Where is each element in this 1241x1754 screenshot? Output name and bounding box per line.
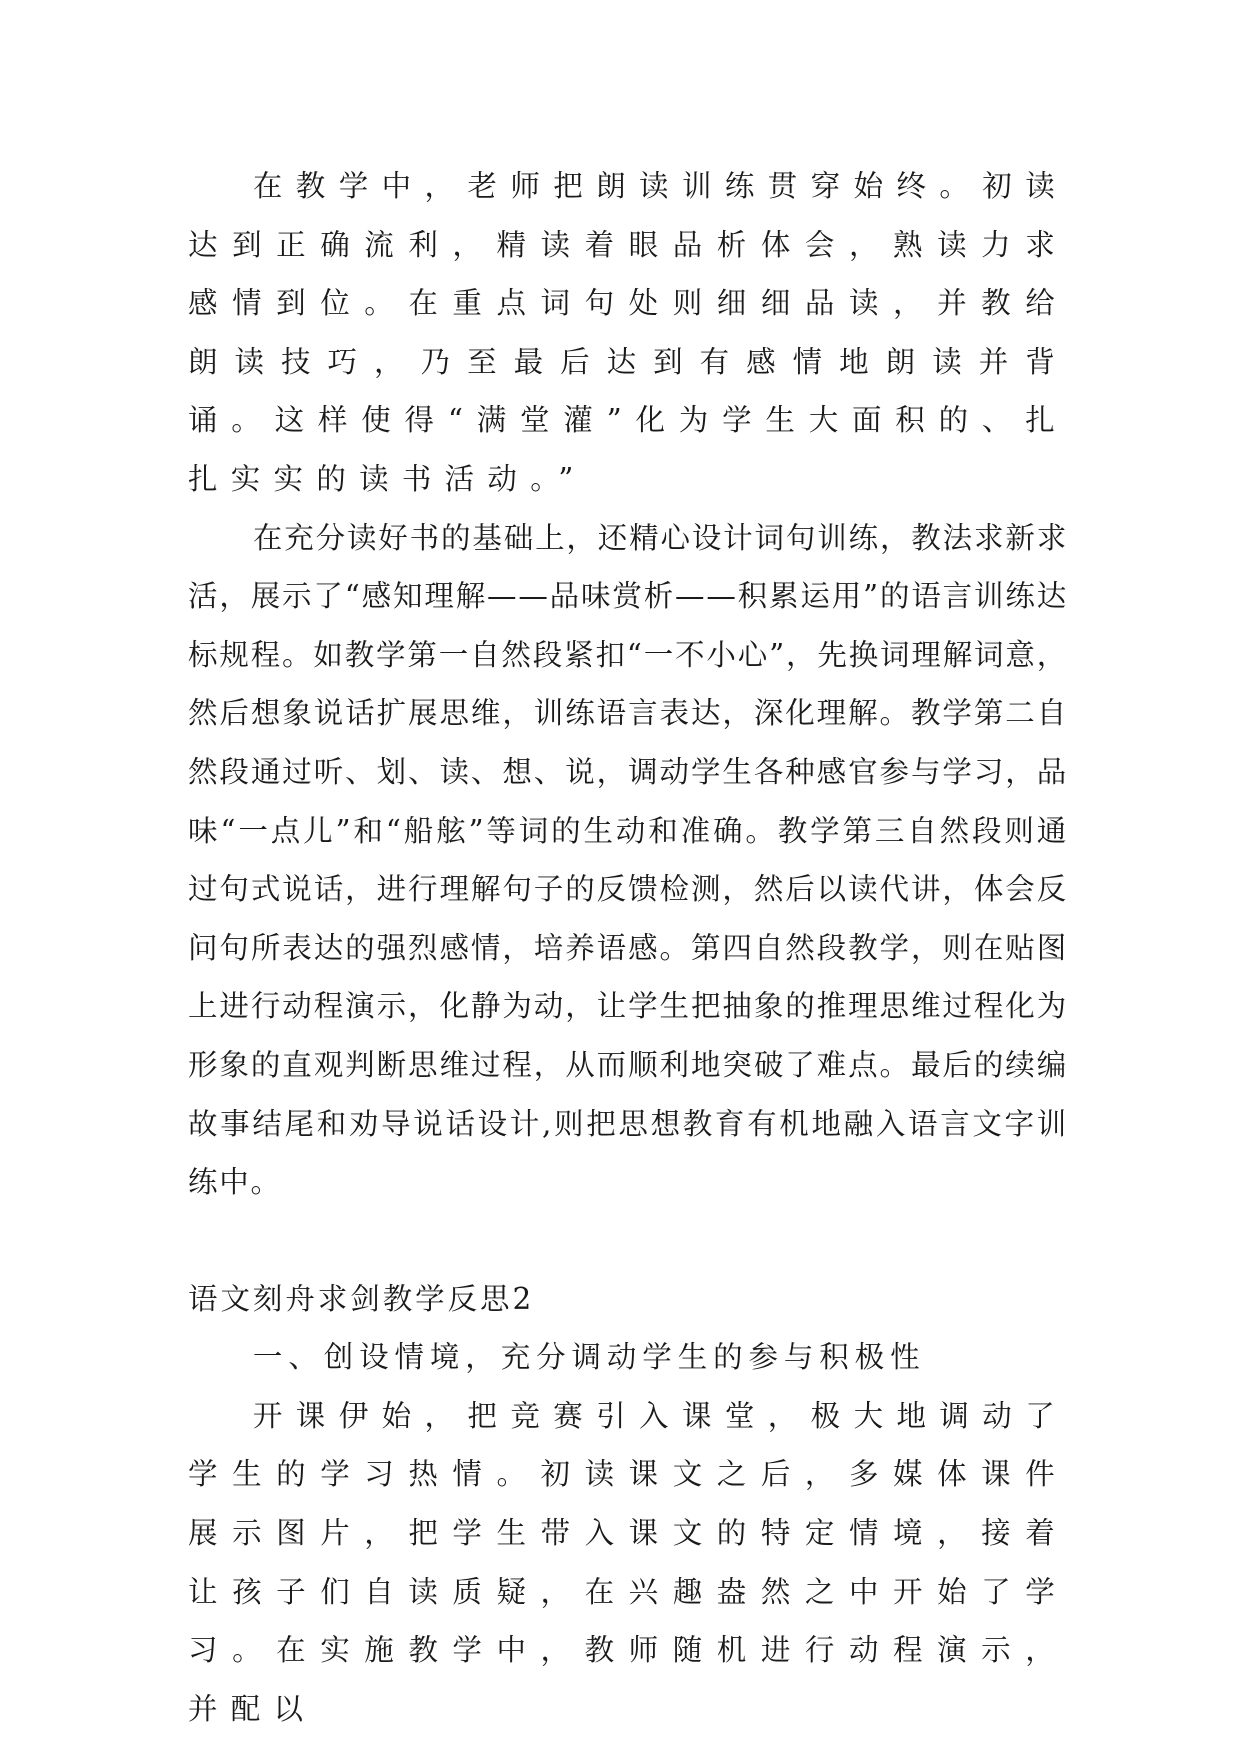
subheading: 一、创设情境，充分调动学生的参与积极性 xyxy=(252,1340,926,1375)
section-title: 语文刻舟求剑教学反思2 xyxy=(188,1281,535,1316)
paragraph-class-opening: 开课伊始，把竞赛引入课堂，极大地调动了学生的学习热情。初读课文之后，多媒体课件展示图片，把学生带入课文的特定情境，接着让孩子们自读质疑，在兴趣盎然之中开始了学习。在实施教学中，教师随机进行动程演示，并配以 xyxy=(188,1398,1068,1726)
document-body xyxy=(188,157,1068,1738)
paragraph-reading-training: 在教学中，老师把朗读训练贯穿始终。初读达到正确流利，精读着眼品析体会，熟读力求感情到位。在重点词句处则细细品读，并教给朗读技巧，乃至最后达到有感情地朗读并背诵。这样使得“满堂灌”化为学生大面积的、扎扎实实的读书活动。” xyxy=(188,169,1068,496)
paragraph-word-training: 在充分读好书的基础上，还精心设计词句训练，教法求新求活，展示了“感知理解——品味赏析——积累运用”的语言训练达标规程。如教学第一自然段紧扣“一不小心”，先换词理解词意，然后想象说话扩展思维，训练语言表达，深化理解。教学第二自然段通过听、划、读、想、说，调动学生各种感官参与学习，品味“一点儿”和“船舷”等词的生动和准确。教学第三自然段则通过句式说话，进行理解句子的反馈检测，然后以读代讲，体会反问句所表达的强烈感情，培养语感。第四自然段教学，则在贴图上进行动程演示，化静为动，让学生把抽象的推理思维过程化为形象的直观判断思维过程，从而顺利地突破了难点。最后的续编故事结尾和劝导说话设计,则把思想教育有机地融入语言文字训练中。 xyxy=(188,520,1068,1200)
